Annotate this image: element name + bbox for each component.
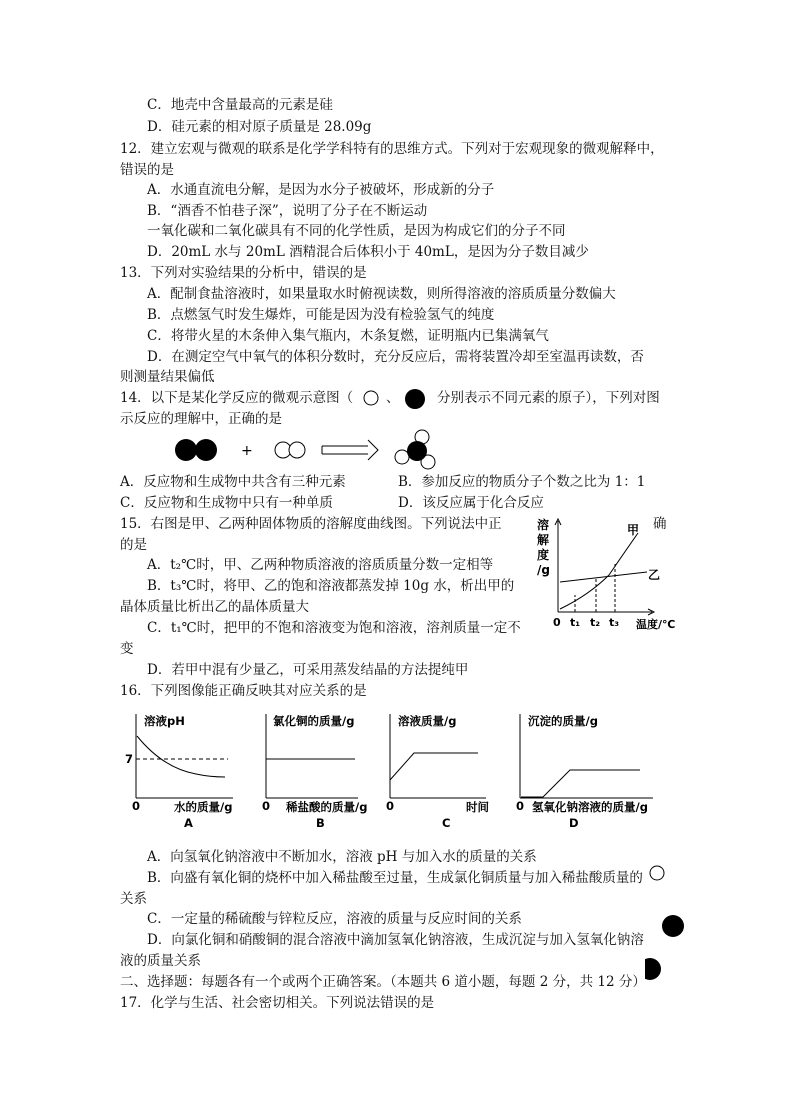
reactant-black-molecule (175, 439, 217, 461)
q15-solubility-graph (534, 515, 684, 633)
graph-d-x-label: 氢氧化钠溶液的质量/g (532, 800, 648, 814)
graph-c-letter: C (442, 816, 451, 830)
graph-c (386, 714, 489, 830)
q14-reaction-diagram (170, 425, 440, 475)
graph-d-y-label: 沉淀的质量/g (528, 714, 598, 728)
q15-stem-cont: 的是 (120, 537, 147, 553)
q14-stem-cont: 示反应的理解中，正确的是 (120, 411, 282, 427)
plus-sign: + (241, 443, 253, 459)
reaction-arrow-icon (322, 440, 378, 460)
q16-option-c: C．一定量的稀硫酸与锌粒反应，溶液的质量与反应时间的关系 (147, 911, 522, 927)
product-molecule (395, 430, 435, 469)
graph-a-letter: A (184, 816, 193, 830)
q12-option-b: B．“酒香不怕巷子深”，说明了分子在不断运动 (147, 203, 428, 219)
graph-b-letter: B (316, 816, 325, 830)
section-2-heading: 二、选择题：每题各有一个或两个正确答案。（本题共 6 道小题，每题 2 分，共 12 分） (120, 974, 646, 990)
graph-c-origin: 0 (386, 799, 395, 813)
q15-side-char: 确 (653, 516, 667, 532)
q12-option-a: A．水通直流电分解，是因为水分子被破坏，形成新的分子 (147, 182, 495, 198)
stray-white-atom-icon (650, 866, 664, 880)
q13-option-b: B．点燃氢气时发生爆炸，可能是因为没有检验氢气的纯度 (147, 307, 495, 323)
q13-option-c: C．将带火星的木条伸入集气瓶内，木条复燃，证明瓶内已集满氧气 (147, 328, 549, 344)
margin-atoms (645, 860, 690, 985)
q14-stem-sep: 、 (386, 390, 400, 406)
graph-b-y-label: 氯化铜的质量/g (273, 714, 355, 728)
q15-stem: 15．右图是甲、乙两种固体物质的溶解度曲线图。下列说法中正 (120, 516, 502, 532)
q11-option-d: D．硅元素的相对原子质量是 28.09g (147, 119, 372, 135)
graph-a-origin: 0 (132, 799, 141, 813)
graph-d-origin: 0 (516, 799, 525, 813)
legend-white-atom-icon (364, 391, 378, 405)
q15-option-c-cont: 变 (120, 641, 134, 657)
tick-t3: t₃ (609, 616, 620, 629)
q15-option-c: C．t₁℃时，把甲的不饱和溶液变为饱和溶液，溶剂质量一定不 (147, 620, 521, 636)
graph-b-origin: 0 (262, 799, 271, 813)
q16-stem: 16．下列图像能正确反映其对应关系的是 (120, 683, 367, 699)
x-axis-label: 温度/℃ (636, 618, 676, 631)
q12-option-c: 一氧化碳和二氧化碳具有不同的化学性质，是因为构成它们的分子不同 (147, 223, 566, 239)
q12-stem-cont: 错误的是 (120, 162, 174, 178)
y-label-2: 解 (537, 533, 550, 547)
tick-t2: t₂ (590, 616, 601, 629)
y-label-4: /g (537, 563, 550, 577)
q13-stem: 13．下列对实验结果的分析中，错误的是 (120, 265, 367, 281)
legend-black-atom-icon (405, 389, 425, 409)
q16-option-d-cont: 液的质量关系 (120, 953, 201, 969)
y-label-1: 溶 (537, 518, 550, 532)
graph-a-tick-7: 7 (125, 752, 134, 766)
q13-option-d: D．在测定空气中氧气的体积分数时，充分反应后，需将装置冷却至室温再读数，否 (147, 349, 644, 365)
origin-label: 0 (553, 616, 561, 629)
tick-t1: t₁ (570, 616, 581, 629)
q15-option-a: A．t₂℃时，甲、乙两种物质溶液的溶质质量分数一定相等 (147, 557, 494, 573)
q15-option-b-cont: 晶体质量比析出乙的晶体质量大 (120, 599, 309, 615)
q14-stem-part1: 14．以下是某化学反应的微观示意图（ (120, 390, 354, 406)
y-label-3: 度 (537, 548, 550, 562)
q15-option-d: D．若甲中混有少量乙，可采用蒸发结晶的方法提纯甲 (147, 662, 469, 678)
graph-c-y-label: 溶液质量/g (398, 714, 457, 728)
graph-b-x-label: 稀盐酸的质量/g (286, 800, 368, 814)
q12-option-d: D．20mL 水与 20mL 酒精混合后体积小于 40mL，是因为分子数目减少 (147, 244, 589, 260)
q16-option-a: A．向氢氧化钠溶液中不断加水，溶液 pH 与加入水的质量的关系 (147, 849, 537, 865)
q14-option-d: D．该反应属于化合反应 (398, 495, 544, 511)
q16-option-d: D．向氯化铜和硝酸铜的混合溶液中滴加氢氧化钠溶液，生成沉淀与加入氢氧化钠溶 (147, 932, 644, 948)
graph-c-x-label: 时间 (466, 800, 489, 814)
q17-stem: 17．化学与生活、社会密切相关。下列说法错误的是 (120, 995, 435, 1011)
q11-option-c: C．地壳中含量最高的元素是硅 (147, 97, 333, 113)
q16-option-b: B．向盛有氧化铜的烧杯中加入稀盐酸至过量，生成氯化铜质量与加入稀盐酸质量的 (147, 870, 643, 886)
graph-a (125, 714, 233, 830)
q13-option-a: A．配制食盐溶液时，如果量取水时俯视读数，则所得溶液的溶质质量分数偏大 (147, 286, 616, 302)
q16-option-b-cont: 关系 (120, 891, 147, 907)
graph-a-x-label: 水的质量/g (174, 800, 233, 814)
q12-stem: 12．建立宏观与微观的联系是化学学科特有的思维方式。下列对于宏观现象的微观解释中， (120, 141, 664, 157)
q14-option-c: C．反应物和生成物中只有一种单质 (120, 495, 333, 511)
curve-jia-label: 甲 (627, 523, 640, 537)
stray-black-atom-icon-2 (645, 958, 661, 980)
q14-option-b: B．参加反应的物质分子个数之比为 1：1 (398, 474, 646, 490)
stray-black-atom-icon (662, 915, 684, 937)
q15-option-b: B．t₃℃时，将甲、乙的饱和溶液都蒸发掉 10g 水，析出甲的 (147, 578, 515, 594)
q14-stem-part2: 分别表示不同元素的原子），下列对图 (437, 390, 660, 406)
curve-yi-label: 乙 (648, 568, 661, 582)
q16-graphs (118, 708, 670, 833)
curve-jia (560, 533, 638, 609)
graph-a-y-label: 溶液pH (144, 714, 185, 728)
q13-option-d-cont: 则测量结果偏低 (120, 369, 215, 385)
q14-option-a: A．反应物和生成物中共含有三种元素 (120, 474, 346, 490)
reactant-white-molecule (275, 442, 305, 458)
graph-d (516, 714, 653, 830)
graph-b (262, 714, 367, 830)
graph-d-letter: D (569, 816, 579, 830)
